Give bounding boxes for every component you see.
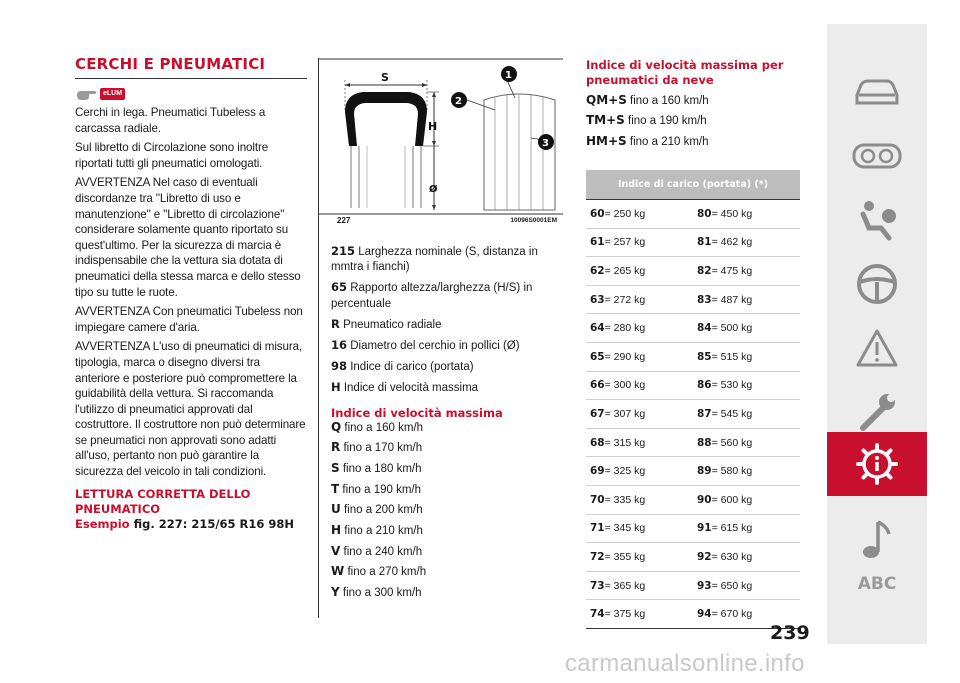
speed-item [331, 461, 563, 477]
table-row [586, 285, 800, 314]
paragraphs [75, 105, 307, 480]
load-weight: = 280 kg [604, 322, 646, 335]
spec-code: 215 [331, 244, 356, 258]
speed-text: fino a 170 km/h [343, 442, 423, 455]
load-cell-left [586, 342, 693, 371]
load-index: 74 [590, 608, 605, 621]
spec-text: Larghezza nominale (S, distanza in mmtra i fianchi) [331, 246, 538, 274]
snow-index-list [586, 93, 800, 150]
load-weight: = 250 kg [604, 207, 646, 220]
load-weight: = 670 kg [711, 608, 753, 621]
load-index: 84 [696, 322, 712, 335]
tire-figure [319, 58, 563, 238]
speed-text: fino a 160 km/h [344, 421, 424, 434]
nav-technical-data[interactable] [827, 432, 927, 496]
load-cell-left [586, 228, 693, 257]
table-row [586, 342, 800, 371]
spec-item [331, 380, 563, 396]
speed-item [331, 585, 563, 601]
label-s: S [381, 71, 389, 84]
speed-text: fino a 190 km/h [342, 483, 422, 496]
load-weight: = 365 kg [604, 579, 646, 592]
load-index: 89 [696, 465, 712, 478]
speed-item [331, 440, 563, 456]
lum-indicator [75, 85, 307, 103]
load-weight: = 257 kg [604, 236, 646, 249]
lum-badge: eLUM [100, 88, 125, 100]
technical-data-icon [855, 442, 899, 486]
abc-label: ABC [857, 574, 897, 594]
speed-text: fino a 210 km/h [344, 525, 423, 538]
load-weight: = 290 kg [604, 350, 646, 363]
load-index: 90 [696, 493, 712, 506]
paragraph: AVVERTENZA Con pneumatici Tubeless non impiegare camere d'aria. [75, 305, 303, 334]
load-weight: = 335 kg [604, 493, 646, 506]
speed-code: S [331, 461, 340, 475]
load-index: 91 [696, 522, 712, 535]
spec-code: H [331, 380, 341, 395]
speed-item [331, 482, 563, 498]
load-index: 67 [590, 407, 605, 420]
load-index: 85 [696, 350, 712, 363]
load-cell-right [693, 228, 800, 257]
table-row [586, 200, 800, 229]
load-cell-left [586, 514, 693, 543]
spec-text: Pneumatico radiale [343, 318, 442, 331]
speed-index-list [319, 420, 563, 602]
paragraph: Cerchi in lega. Pneumatici Tubeless a carcassa radiale. [75, 106, 266, 135]
load-weight: = 487 kg [711, 293, 753, 306]
speed-item [331, 544, 563, 560]
callout-3-label: 3 [542, 138, 549, 149]
load-weight: = 315 kg [604, 436, 646, 449]
speed-text: fino a 270 km/h [347, 566, 427, 579]
load-cell-left [586, 257, 693, 286]
spec-item [331, 280, 563, 311]
load-index: 93 [696, 579, 712, 592]
load-weight: = 265 kg [604, 264, 646, 277]
table-row [586, 485, 800, 514]
example-ref: fig. 227: 215/65 R16 98H [133, 516, 295, 531]
snow-code: QM+S [586, 92, 627, 107]
speed-text: fino a 180 km/h [342, 463, 422, 475]
load-cell-right [693, 342, 800, 371]
load-weight: = 462 kg [711, 236, 753, 249]
load-weight: = 580 kg [711, 465, 753, 478]
spec-code: 16 [331, 338, 348, 353]
load-cell-left [586, 285, 693, 314]
table-row [586, 228, 800, 257]
subsection-title: LETTURA CORRETTA DELLO PNEUMATICO [75, 486, 251, 516]
snow-code: TM+S [586, 113, 625, 127]
dashboard-icon [852, 141, 902, 171]
nav-dashboard[interactable] [827, 124, 927, 188]
paragraph: AVVERTENZA Nel caso di eventuali discordanze tra "Libretto di uso e manutenzione" e "Libretto di circolazione" considerare solamente quanto riportato su quest'ultimo. Per la sicurezza di marcia è indispensabile che la vettura sia dotata di pneumatici della stessa marca e dello stesso tipo su tutte le ruote. [75, 176, 301, 299]
spec-text: Indice di carico (portata) [350, 361, 474, 374]
steering-wheel-icon [855, 262, 899, 306]
load-weight: = 345 kg [604, 522, 646, 535]
speed-code: H [331, 523, 342, 538]
load-index: 81 [696, 236, 712, 249]
hand-pointer-icon [75, 87, 97, 101]
load-index: 73 [590, 579, 605, 592]
load-cell-left [586, 571, 693, 600]
load-cell-right [693, 485, 800, 514]
spec-text: Diametro del cerchio in pollici (Ø) [350, 340, 520, 353]
load-cell-right [693, 514, 800, 543]
speed-code: R [331, 440, 341, 455]
nav-index[interactable] [827, 552, 927, 616]
label-h: H [428, 120, 438, 133]
load-cell-right [693, 571, 800, 600]
load-weight: = 272 kg [604, 293, 646, 306]
figure-number: 227 [337, 216, 351, 225]
load-weight: = 515 kg [711, 350, 753, 363]
paragraph: AVVERTENZA L'uso di pneumatici di misura, tipologia, marca o disegno diversi tra anteriore e posteriore può compromettere la guidabilità della vettura. Si raccomanda l'utilizzo di pneumatici approvati dal costruttore. Il costruttore non può determinare se pneumatici non approvati sono adatti all'uso, pertanto non può garantire la sicurezza del veicolo in tali condizioni. [75, 340, 306, 479]
snow-item [586, 134, 800, 150]
load-index: 82 [696, 264, 712, 277]
wrench-icon [855, 390, 899, 434]
tire-cross-section [345, 92, 427, 208]
label-diameter: Ø [429, 184, 438, 195]
snow-text: fino a 190 km/h [628, 115, 707, 127]
spec-item [331, 244, 563, 275]
snow-text: fino a 160 km/h [630, 94, 709, 107]
load-cell-right [693, 428, 800, 457]
airbag-seat-icon [855, 198, 899, 242]
spec-text: Indice di velocità massima [343, 382, 479, 395]
load-weight: = 500 kg [711, 322, 753, 335]
load-cell-right [693, 543, 800, 572]
table-row [586, 400, 800, 429]
speed-text: fino a 300 km/h [342, 587, 422, 600]
snow-index-title: Indice di velocità massima per pneumatici da neve [586, 58, 784, 87]
speed-item [331, 420, 563, 436]
table-row [586, 428, 800, 457]
speed-item [331, 564, 563, 580]
load-cell-left [586, 314, 693, 343]
load-cell-left [586, 600, 693, 629]
nav-car[interactable] [827, 60, 927, 124]
example-line [75, 517, 307, 532]
load-index: 92 [696, 550, 712, 563]
load-weight: = 650 kg [711, 579, 753, 592]
tire-diagram [319, 58, 563, 228]
load-cell-left [586, 428, 693, 457]
speed-code: U [331, 502, 341, 517]
load-cell-left [586, 371, 693, 400]
nav-driving[interactable] [827, 252, 927, 316]
load-index-table [586, 170, 800, 629]
nav-emergency[interactable] [827, 316, 927, 380]
load-index: 72 [590, 550, 605, 563]
snow-item [586, 113, 800, 129]
load-weight: = 600 kg [711, 493, 753, 506]
load-index: 66 [590, 379, 605, 392]
load-index: 88 [696, 436, 712, 449]
spec-code: 65 [331, 280, 348, 295]
load-weight: = 545 kg [711, 407, 753, 420]
load-index: 71 [590, 522, 605, 535]
snow-code: HM+S [586, 133, 627, 148]
speed-code: V [331, 543, 341, 558]
load-cell-right [693, 285, 800, 314]
load-index: 68 [590, 436, 605, 449]
load-cell-left [586, 457, 693, 486]
snow-item [586, 93, 800, 109]
nav-safety[interactable] [827, 188, 927, 252]
load-weight: = 375 kg [604, 608, 646, 621]
load-weight: = 615 kg [711, 522, 753, 535]
chapter-sidebar [827, 24, 927, 644]
load-index: 94 [696, 608, 712, 621]
callout-1-label: 1 [505, 70, 512, 81]
spec-item [331, 317, 563, 333]
warning-triangle-icon [855, 328, 899, 368]
tire-side-view [451, 66, 555, 210]
table-row [586, 571, 800, 600]
load-cell-left [586, 485, 693, 514]
load-index: 70 [590, 493, 605, 506]
load-cell-right [693, 457, 800, 486]
load-cell-left [586, 400, 693, 429]
load-cell-right [693, 400, 800, 429]
load-cell-left [586, 543, 693, 572]
table-row [586, 600, 800, 629]
speed-code: Y [331, 585, 340, 600]
speed-item [331, 502, 563, 518]
load-weight: = 450 kg [711, 207, 753, 220]
speed-code: W [331, 564, 345, 579]
load-index: 87 [696, 407, 712, 420]
table-row [586, 257, 800, 286]
example-label: Esempio [75, 516, 130, 531]
spec-code: R [331, 316, 340, 331]
table-row [586, 457, 800, 486]
load-weight: = 475 kg [711, 264, 753, 277]
speed-text: fino a 240 km/h [343, 545, 423, 558]
left-column [75, 55, 307, 532]
load-index: 63 [590, 293, 605, 306]
load-cell-right [693, 257, 800, 286]
load-cell-right [693, 371, 800, 400]
load-cell-right [693, 200, 800, 229]
load-index: 80 [696, 207, 712, 220]
load-cell-left [586, 200, 693, 229]
spec-item [331, 338, 563, 354]
load-index: 86 [696, 379, 712, 392]
table-row [586, 514, 800, 543]
middle-column [319, 58, 563, 606]
speed-text: fino a 200 km/h [343, 504, 423, 517]
callout-2-label: 2 [455, 96, 462, 107]
speed-code: Q [331, 419, 342, 434]
load-index: 62 [590, 264, 605, 277]
load-index: 61 [590, 236, 605, 249]
load-weight: = 630 kg [711, 550, 753, 563]
table-row [586, 371, 800, 400]
paragraph: Sul libretto di Circolazione sono inoltre riportati tutti gli pneumatici omologati. [75, 141, 269, 170]
page-number: 239 [770, 622, 810, 644]
load-weight: = 530 kg [711, 379, 753, 392]
watermark: carmanualsonline.info [565, 650, 805, 677]
load-index: 60 [590, 207, 605, 220]
load-weight: = 307 kg [604, 407, 646, 420]
speed-code: T [331, 481, 340, 496]
load-weight: = 355 kg [604, 550, 646, 563]
spec-code: 98 [331, 359, 348, 374]
section-title: CERCHI E PNEUMATICI [75, 55, 307, 79]
load-weight: = 300 kg [604, 379, 646, 392]
figure-code: 10096S0001EM [510, 217, 557, 224]
snow-text: fino a 210 km/h [629, 135, 709, 148]
speed-item [331, 523, 563, 539]
speed-index-title: Indice di velocità massima [331, 405, 503, 420]
load-index: 64 [590, 322, 605, 335]
right-column [586, 58, 800, 629]
table-row [586, 314, 800, 343]
load-index: 65 [590, 350, 605, 363]
spec-item [331, 359, 563, 375]
load-index: 83 [696, 293, 712, 306]
tire-spec-list [319, 244, 563, 397]
load-index: 69 [590, 465, 605, 478]
table-row [586, 543, 800, 572]
load-weight: = 560 kg [711, 436, 753, 449]
load-table-header: Indice di carico (portata) (*) [586, 170, 800, 200]
load-weight: = 325 kg [604, 465, 646, 478]
load-cell-right [693, 314, 800, 343]
car-icon [853, 77, 901, 107]
spec-text: Rapporto altezza/larghezza (H/S) in percentuale [331, 282, 533, 310]
